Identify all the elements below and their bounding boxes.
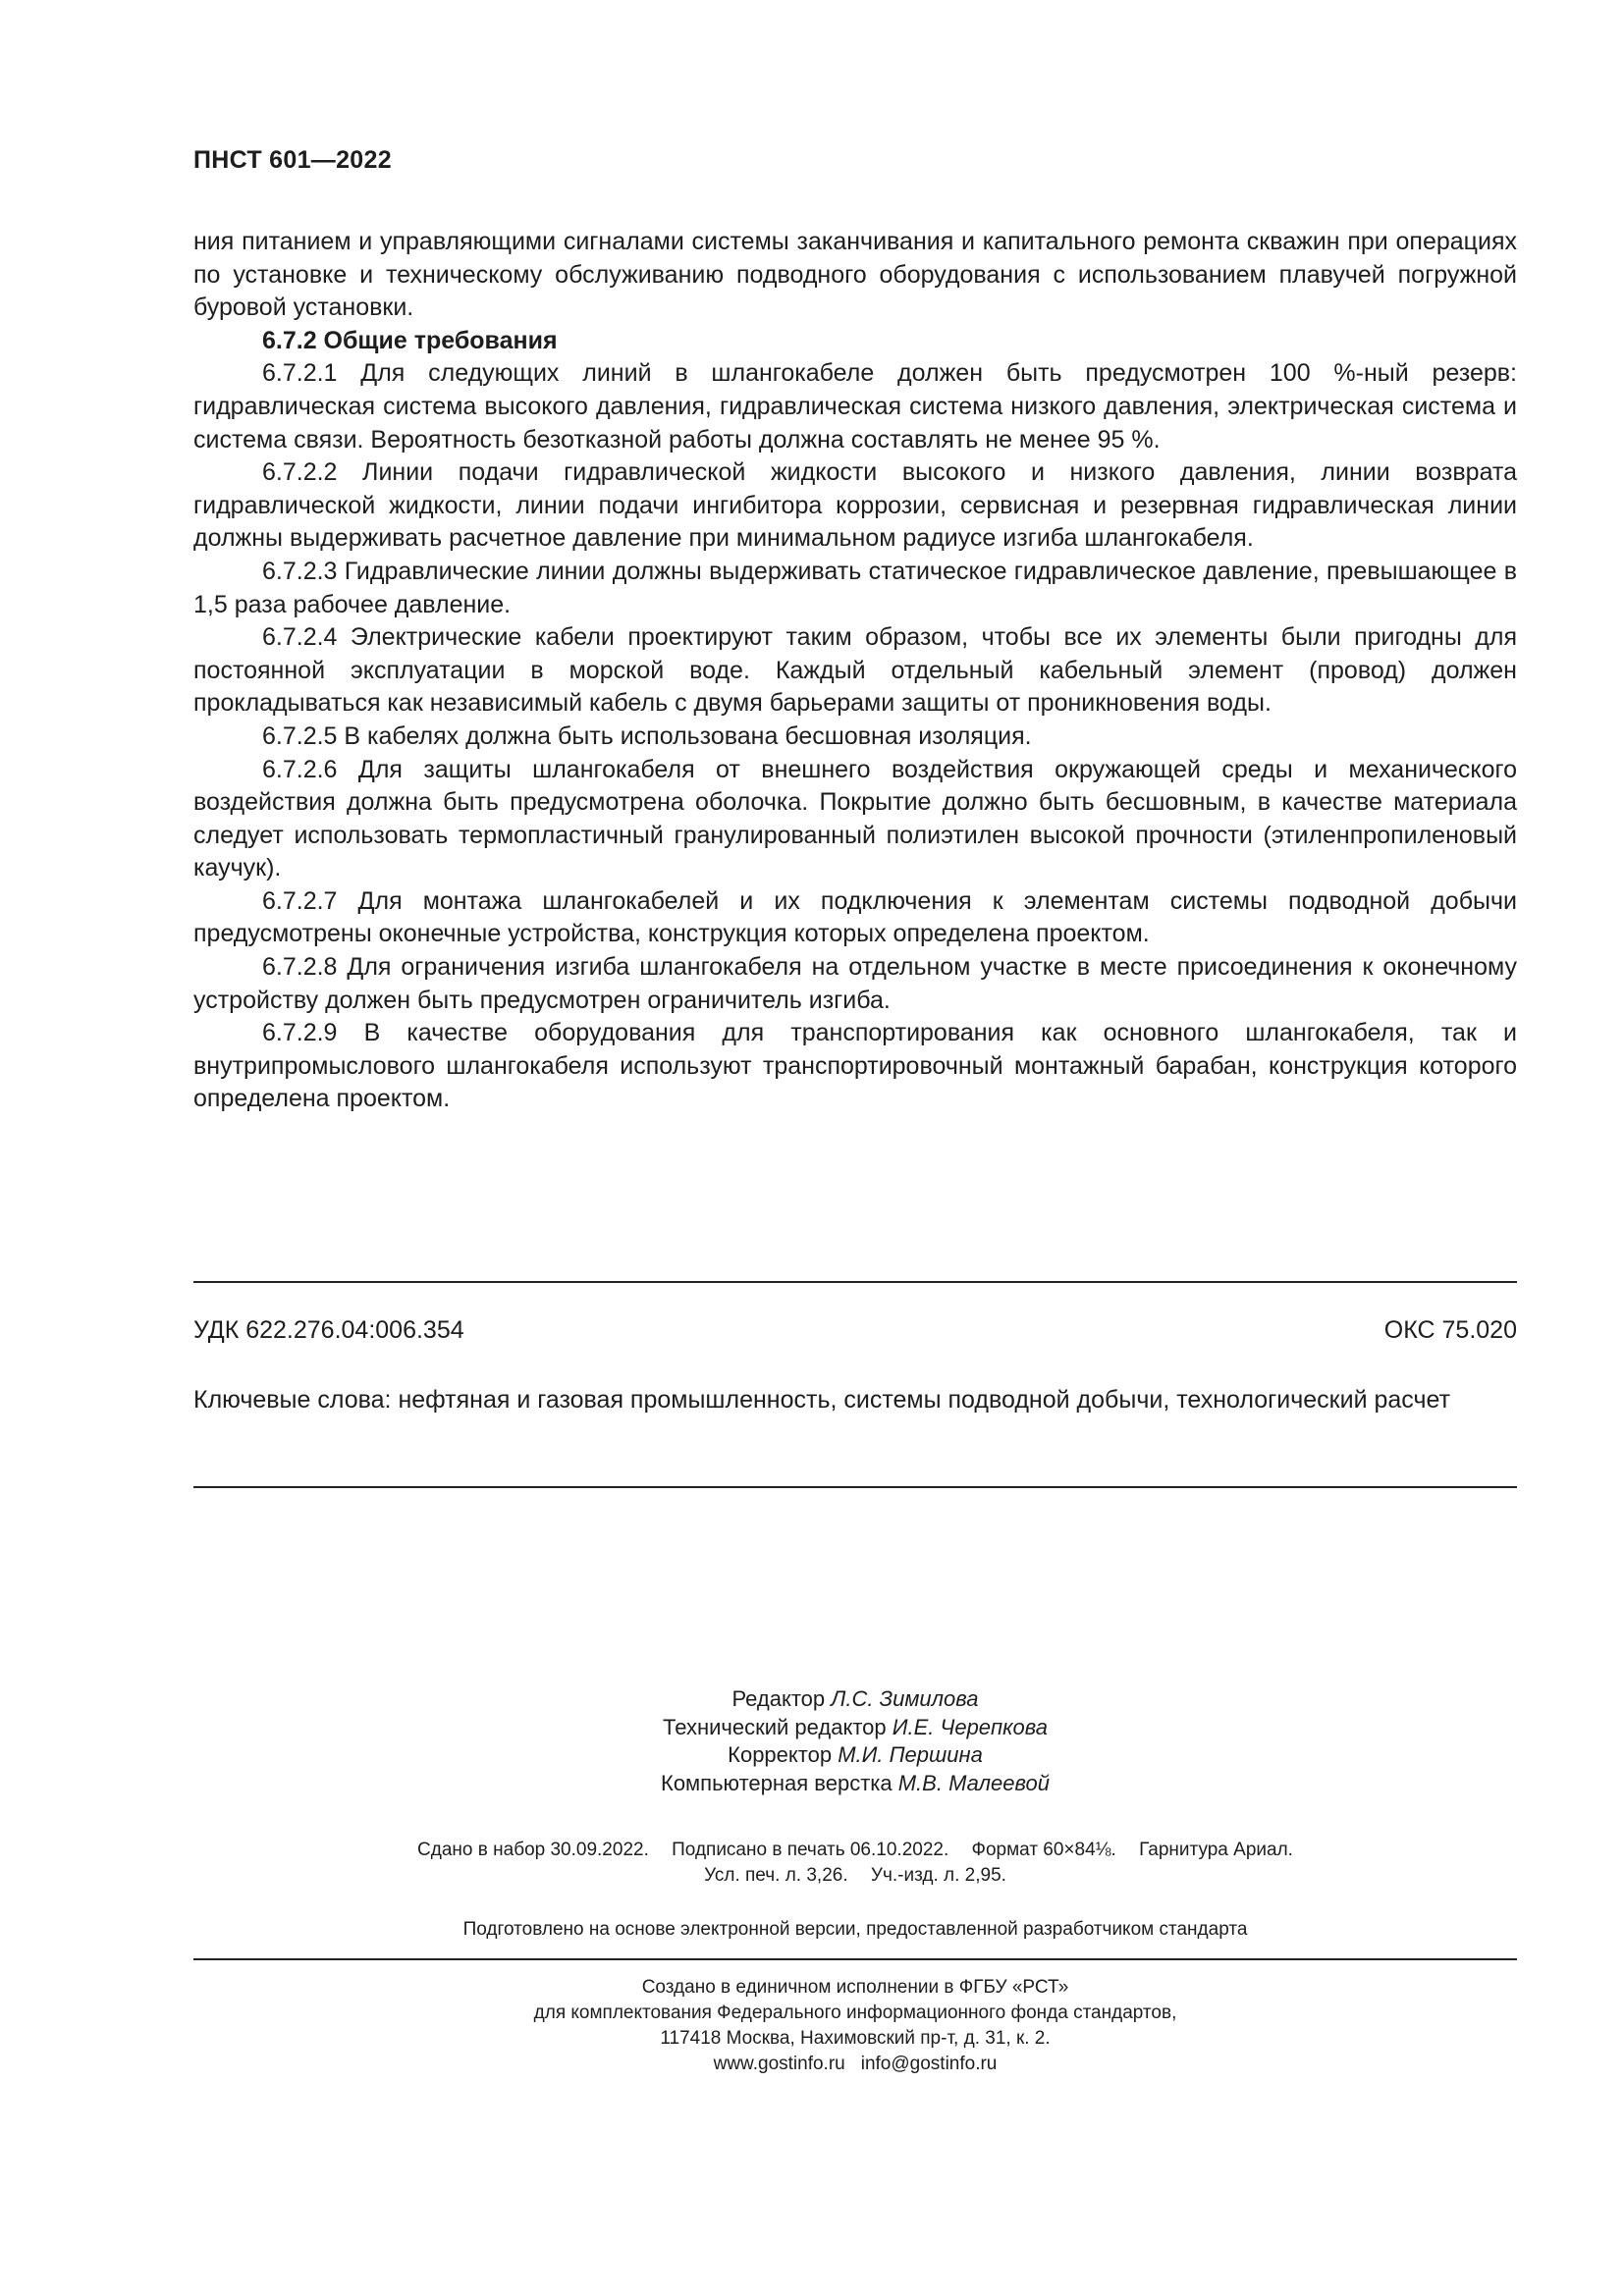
- udk-code: УДК 622.276.04:006.354: [193, 1316, 464, 1344]
- email-link[interactable]: info@gostinfo.ru: [860, 2054, 998, 2074]
- credit-role: Корректор: [728, 1742, 833, 1767]
- imprint-pub-sheets: Уч.-изд. л. 2,95.: [870, 1865, 1006, 1886]
- section-heading: 6.7.2 Общие требования: [262, 326, 558, 354]
- imprint-signed: Подписано в печать 06.10.2022.: [672, 1840, 949, 1860]
- credit-role: Технический редактор: [663, 1714, 887, 1739]
- oks-code: ОКС 75.020: [1383, 1316, 1517, 1344]
- imprint-print-sheets: Усл. печ. л. 3,26.: [704, 1865, 848, 1886]
- divider-top: [193, 1281, 1517, 1283]
- created-line-2: для комплектования Федерального информационного фонда стандартов,: [533, 2002, 1177, 2023]
- credit-role: Компьютерная верстка: [661, 1770, 893, 1795]
- credit-line: [193, 1685, 1517, 1714]
- created-info: [193, 1975, 1517, 2077]
- credit-line: [193, 1770, 1517, 1798]
- editorial-credits: [193, 1685, 1517, 1797]
- paragraph-6-7-2-2: 6.7.2.2 Линии подачи гидравлической жидкости высокого и низкого давления, линии возврата гидравлической жидкости, линии подачи ингибитора коррозии, сервисная и резервная гидравлическая линии должны выдерживать расчетное давление при минимальном радиусе изгиба шлангокабеля.: [193, 458, 1517, 553]
- credit-name: Л.С. Зимилова: [831, 1686, 979, 1711]
- created-line-1: Создано в единичном исполнении в ФГБУ «РСТ»: [641, 1977, 1069, 1998]
- paragraph-6-7-2-7: 6.7.2.7 Для монтажа шлангокабелей и их подключения к элементам системы подводной добычи предусмотрены оконечные устройства, конструкция которых определена проектом.: [193, 886, 1517, 948]
- imprint-line-1: [193, 1838, 1517, 1863]
- paragraph-6-7-2-1: 6.7.2.1 Для следующих линий в шлангокабеле должен быть предусмотрен 100 %-ный резерв: гидравлическая система высокого давления, гидравлическая система низкого давления, электрическая система и система связи. Вероятность безотказной работы должна составлять не менее 95 %.: [193, 359, 1517, 454]
- credit-name: И.Е. Черепкова: [892, 1714, 1048, 1739]
- continuation-paragraph: ния питанием и управляющими сигналами системы заканчивания и капитального ремонта скважин при операциях по установке и техническому обслуживанию подводного оборудования с использованием плавучей погружной буровой установки.: [193, 228, 1517, 322]
- paragraph-6-7-2-4: 6.7.2.4 Электрические кабели проектируют таким образом, чтобы все их элементы были пригодны для постоянной эксплуатации в морской воде. Каждый отдельный кабельный элемент (провод) должен прокладываться как независимый кабель с двумя барьерами защиты от проникновения воды.: [193, 623, 1517, 718]
- credit-name: М.И. Першина: [838, 1742, 983, 1767]
- credit-line: [193, 1741, 1517, 1770]
- divider-keywords: [193, 1486, 1517, 1488]
- standard-id: ПНСТ 601—2022: [193, 146, 392, 174]
- paragraph-6-7-2-5: 6.7.2.5 В кабелях должна быть использована бесшовная изоляция.: [262, 721, 1032, 750]
- paragraph-6-7-2-8: 6.7.2.8 Для ограничения изгиба шлангокабеля на отдельном участке в месте присоединения к оконечному устройству должен быть предусмотрен ограничитель изгиба.: [193, 953, 1517, 1014]
- imprint-line-2: [193, 1863, 1517, 1889]
- paragraph-6-7-2-6: 6.7.2.6 Для защиты шлангокабеля от внешнего воздействия окружающей среды и механического воздействия должна быть предусмотрена оболочка. Покрытие должно быть бесшовным, в качестве материала следует использовать термопластичный гранулированный полиэтилен высокой прочности (этиленпропиленовый каучук).: [193, 755, 1517, 882]
- created-line-3: 117418 Москва, Нахимовский пр-т, д. 31, к. 2.: [660, 2028, 1051, 2049]
- paragraph-6-7-2-9: 6.7.2.9 В качестве оборудования для транспортирования как основного шлангокабеля, так и внутрипромыслового шлангокабеля используют транспортировочный монтажный барабан, конструкция которого определена проектом.: [193, 1019, 1517, 1113]
- imprint: [193, 1838, 1517, 1889]
- prepared-note: Подготовлено на основе электронной версии, предоставленной разработчиком стандарта: [462, 1919, 1248, 1940]
- body-text: [193, 226, 1517, 1116]
- credit-role: Редактор: [731, 1686, 826, 1711]
- website-link[interactable]: www.gostinfo.ru: [713, 2054, 845, 2074]
- imprint-sent: Сдано в набор 30.09.2022.: [417, 1840, 649, 1860]
- created-contacts: [193, 2052, 1517, 2077]
- divider-bottom: [193, 1958, 1517, 1960]
- credit-name: М.В. Малеевой: [897, 1770, 1050, 1795]
- paragraph-6-7-2-3: 6.7.2.3 Гидравлические линии должны выдерживать статическое гидравлическое давление, превышающее в 1,5 раза рабочее давление.: [193, 557, 1517, 618]
- credit-line: [193, 1714, 1517, 1742]
- imprint-font: Гарнитура Ариал.: [1139, 1840, 1293, 1860]
- imprint-format: Формат 60×84⅛.: [971, 1840, 1116, 1860]
- keywords: Ключевые слова: нефтяная и газовая промышленность, системы подводной добычи, технологический расчет: [193, 1386, 1451, 1414]
